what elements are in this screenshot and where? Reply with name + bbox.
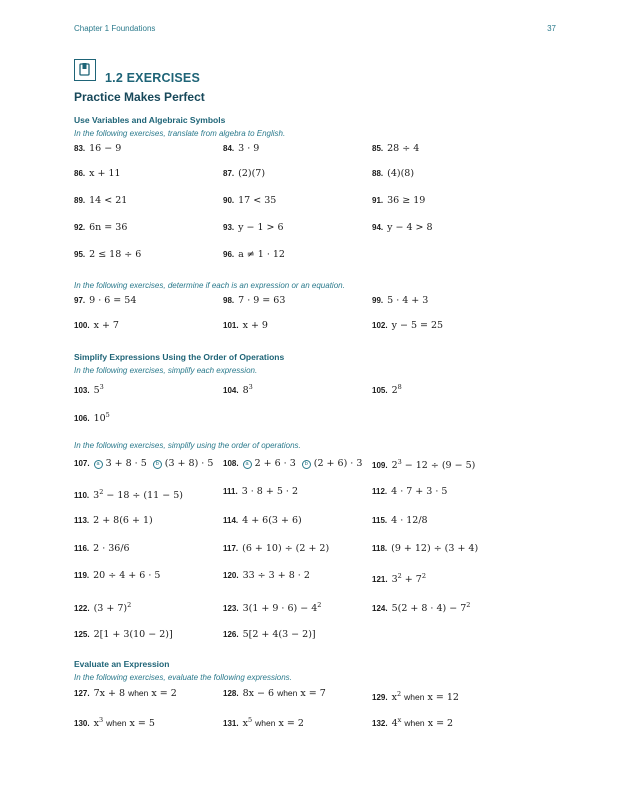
exercise-90: 90. 17 < 35 xyxy=(223,195,277,206)
exercise-128: 128. 8x − 6 when x = 7 xyxy=(223,688,326,699)
exercise-91: 91. 36 ≥ 19 xyxy=(372,195,426,206)
exercise-84: 84. 3 · 9 xyxy=(223,143,260,154)
exercise-115: 115. 4 · 12/8 xyxy=(372,515,428,526)
exercise-85: 85. 28 ÷ 4 xyxy=(372,143,420,154)
exercise-123: 123. $3(1 + 9 \cdot 6) - 4^2$ xyxy=(223,601,322,615)
exercise-83: 83. 16 − 9 xyxy=(74,143,122,154)
instruction-simplify: In the following exercises, simplify each expression. xyxy=(74,366,258,375)
exercise-107: 107. a 3 + 8 · 5 b (3 + 8) · 5 xyxy=(74,458,214,469)
exercise-98: 98. 7 · 9 = 63 xyxy=(223,295,286,306)
exercise-97: 97. 9 · 6 = 54 xyxy=(74,295,137,306)
exercise-102: 102. y − 5 = 25 xyxy=(372,320,444,331)
exercise-96: 96. a ≠ 1 · 12 xyxy=(223,249,285,260)
exercise-89: 89. 14 < 21 xyxy=(74,195,128,206)
exercise-113: 113. 2 + 8(6 + 1) xyxy=(74,515,153,526)
instruction-evaluate: In the following exercises, evaluate the following expressions. xyxy=(74,673,292,682)
exercise-108: 108. a 2 + 6 · 3 b (2 + 6) · 3 xyxy=(223,458,363,469)
exercise-87: 87. (2)(7) xyxy=(223,168,266,179)
exercise-119: 119. 20 ÷ 4 + 6 · 5 xyxy=(74,570,161,581)
exercise-101: 101. x + 9 xyxy=(223,320,268,331)
section-title: 1.2 EXERCISES xyxy=(105,71,201,85)
exercise-105: 105. $2^8$ xyxy=(372,383,402,397)
exercise-86: 86. x + 11 xyxy=(74,168,121,179)
exercise-109: 109. $2^3 - 12 \div (9 - 5)$ xyxy=(372,458,476,472)
exercise-130: 130. $x^3$ when x = 5 xyxy=(74,716,155,730)
exercise-93: 93. y − 1 > 6 xyxy=(223,222,284,233)
exercise-122: 122. $(3 + 7)^2$ xyxy=(74,601,132,615)
exercise-112: 112. 4 · 7 + 3 · 5 xyxy=(372,486,448,497)
exercise-111: 111. 3 · 8 + 5 · 2 xyxy=(223,486,298,497)
exercise-116: 116. 2 · 36/6 xyxy=(74,543,130,554)
heading-order-of-operations: Simplify Expressions Using the Order of Operations xyxy=(74,352,285,362)
exercise-100: 100. x + 7 xyxy=(74,320,119,331)
exercise-88: 88. (4)(8) xyxy=(372,168,415,179)
exercise-92: 92. 6n = 36 xyxy=(74,222,128,233)
exercise-99: 99. 5 · 4 + 3 xyxy=(372,295,429,306)
heading-variables-symbols: Use Variables and Algebraic Symbols xyxy=(74,115,226,125)
running-header-chapter: Chapter 1 Foundations xyxy=(74,24,156,33)
exercise-118: 118. (9 + 12) ÷ (3 + 4) xyxy=(372,543,479,554)
exercise-95: 95. 2 ≤ 18 ÷ 6 xyxy=(74,249,142,260)
instruction-expression-or-equation: In the following exercises, determine if each is an expression or an equation. xyxy=(74,281,345,290)
exercise-106: 106. $10^5$ xyxy=(74,411,110,425)
exercise-124: 124. $5(2 + 8 \cdot 4) - 7^2$ xyxy=(372,601,471,615)
exercise-120: 120. 33 ÷ 3 + 8 · 2 xyxy=(223,570,310,581)
instruction-translate: In the following exercises, translate from algebra to English. xyxy=(74,129,286,138)
exercise-114: 114. 4 + 6(3 + 6) xyxy=(223,515,302,526)
exercise-94: 94. y − 4 > 8 xyxy=(372,222,433,233)
page-number: 37 xyxy=(547,24,556,33)
exercise-104: 104. $8^3$ xyxy=(223,383,253,397)
exercise-132: 132. 4$^x$ when x = 2 xyxy=(372,716,454,730)
exercise-110: 110. $3^2 - 18 \div (11 - 5)$ xyxy=(74,488,183,502)
exercise-131: 131. $x^5$ when x = 2 xyxy=(223,716,304,730)
exercise-129: 129. $x^2$ when x = 12 xyxy=(372,690,459,704)
instruction-order-of-operations: In the following exercises, simplify using the order of operations. xyxy=(74,441,301,450)
heading-evaluate-expression: Evaluate an Expression xyxy=(74,659,170,669)
exercise-126: 126. 5[2 + 4(3 − 2)] xyxy=(223,629,316,640)
exercises-icon xyxy=(74,59,96,81)
exercise-103: 103. $5^3$ xyxy=(74,383,104,397)
exercise-127: 127. 7x + 8 when x = 2 xyxy=(74,688,177,699)
exercise-125: 125. 2[1 + 3(10 − 2)] xyxy=(74,629,173,640)
exercise-121: 121. $3^2 + 7^2$ xyxy=(372,572,426,586)
exercise-117: 117. (6 + 10) ÷ (2 + 2) xyxy=(223,543,330,554)
section-subtitle: Practice Makes Perfect xyxy=(74,90,205,104)
